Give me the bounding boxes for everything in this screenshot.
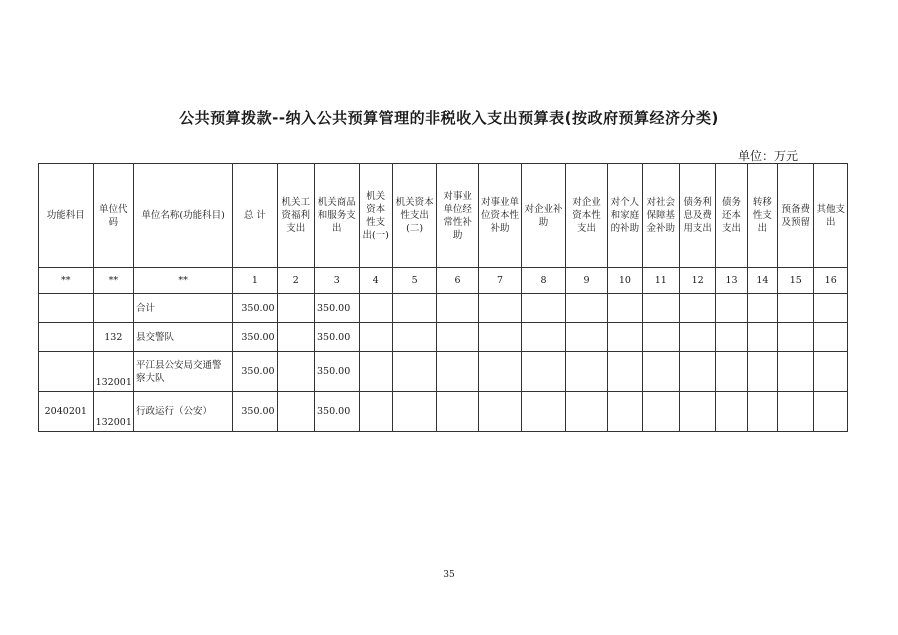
header-cell: 预备费及预留 bbox=[778, 164, 814, 268]
func-cell: 2040201 bbox=[39, 392, 94, 432]
column-number: 14 bbox=[747, 268, 777, 294]
column-number: 2 bbox=[277, 268, 314, 294]
goods-services-cell: 350.00 bbox=[315, 392, 359, 432]
name-cell: 平江县公安局交通警察大队 bbox=[134, 352, 233, 392]
column-number: 3 bbox=[315, 268, 359, 294]
column-number: 8 bbox=[522, 268, 565, 294]
header-cell: 债务利息及费用支出 bbox=[679, 164, 715, 268]
table-row bbox=[39, 294, 848, 323]
name-cell: 行政运行（公安） bbox=[134, 392, 233, 432]
goods-services-cell: 350.00 bbox=[315, 352, 359, 392]
name-cell: 县交警队 bbox=[134, 323, 233, 352]
func-cell bbox=[39, 323, 94, 352]
header-cell: 对企业补助 bbox=[522, 164, 565, 268]
column-number: 4 bbox=[359, 268, 392, 294]
column-number: ** bbox=[93, 268, 133, 294]
table-row bbox=[39, 352, 848, 392]
column-number: 15 bbox=[778, 268, 814, 294]
column-number: 9 bbox=[565, 268, 607, 294]
column-number-row bbox=[39, 268, 848, 294]
header-cell: 对个人和家庭的补助 bbox=[608, 164, 642, 268]
header-cell: 对企业资本性支出 bbox=[565, 164, 607, 268]
code-cell: 132001 bbox=[93, 392, 133, 432]
column-number: 13 bbox=[716, 268, 747, 294]
header-cell: 单位代码 bbox=[93, 164, 133, 268]
column-number: 11 bbox=[642, 268, 679, 294]
column-number: 10 bbox=[608, 268, 642, 294]
column-number: 16 bbox=[814, 268, 848, 294]
goods-services-cell: 350.00 bbox=[315, 294, 359, 323]
table-row bbox=[39, 392, 848, 432]
header-cell: 功能科目 bbox=[39, 164, 94, 268]
goods-services-cell: 350.00 bbox=[315, 323, 359, 352]
header-cell: 机关工资福利支出 bbox=[277, 164, 314, 268]
code-cell: 132 bbox=[93, 323, 133, 352]
column-number: 12 bbox=[679, 268, 715, 294]
page-number: 35 bbox=[443, 570, 455, 580]
header-cell: 对事业单位经常性补助 bbox=[437, 164, 478, 268]
header-cell: 债务还本支出 bbox=[716, 164, 747, 268]
header-cell: 机关资本性支出(一) bbox=[359, 164, 392, 268]
header-cell: 机关商品和服务支出 bbox=[315, 164, 359, 268]
column-number: ** bbox=[134, 268, 233, 294]
header-cell: 总 计 bbox=[233, 164, 277, 268]
code-cell bbox=[93, 294, 133, 323]
column-number: 7 bbox=[478, 268, 521, 294]
column-number: 6 bbox=[437, 268, 478, 294]
header-cell: 对事业单位资本性补助 bbox=[478, 164, 521, 268]
total-cell: 350.00 bbox=[233, 294, 277, 323]
column-number: 1 bbox=[233, 268, 277, 294]
header-cell: 转移性支出 bbox=[747, 164, 777, 268]
column-number: 5 bbox=[392, 268, 436, 294]
header-cell: 对社会保障基金补助 bbox=[642, 164, 679, 268]
header-cell: 其他支出 bbox=[814, 164, 848, 268]
func-cell bbox=[39, 352, 94, 392]
budget-table bbox=[38, 163, 848, 432]
table-row bbox=[39, 323, 848, 352]
total-cell: 350.00 bbox=[233, 392, 277, 432]
total-cell: 350.00 bbox=[233, 323, 277, 352]
unit-label: 单位：万元 bbox=[738, 149, 799, 163]
code-cell: 132001 bbox=[93, 352, 133, 392]
func-cell bbox=[39, 294, 94, 323]
page-title: 公共预算拨款--纳入公共预算管理的非税收入支出预算表(按政府预算经济分类) bbox=[179, 109, 719, 127]
name-cell: 合计 bbox=[134, 294, 233, 323]
header-cell: 单位名称(功能科目) bbox=[134, 164, 233, 268]
header-cell: 机关资本性支出(二) bbox=[392, 164, 436, 268]
column-number: ** bbox=[39, 268, 94, 294]
header-row bbox=[39, 164, 848, 268]
total-cell: 350.00 bbox=[233, 352, 277, 392]
